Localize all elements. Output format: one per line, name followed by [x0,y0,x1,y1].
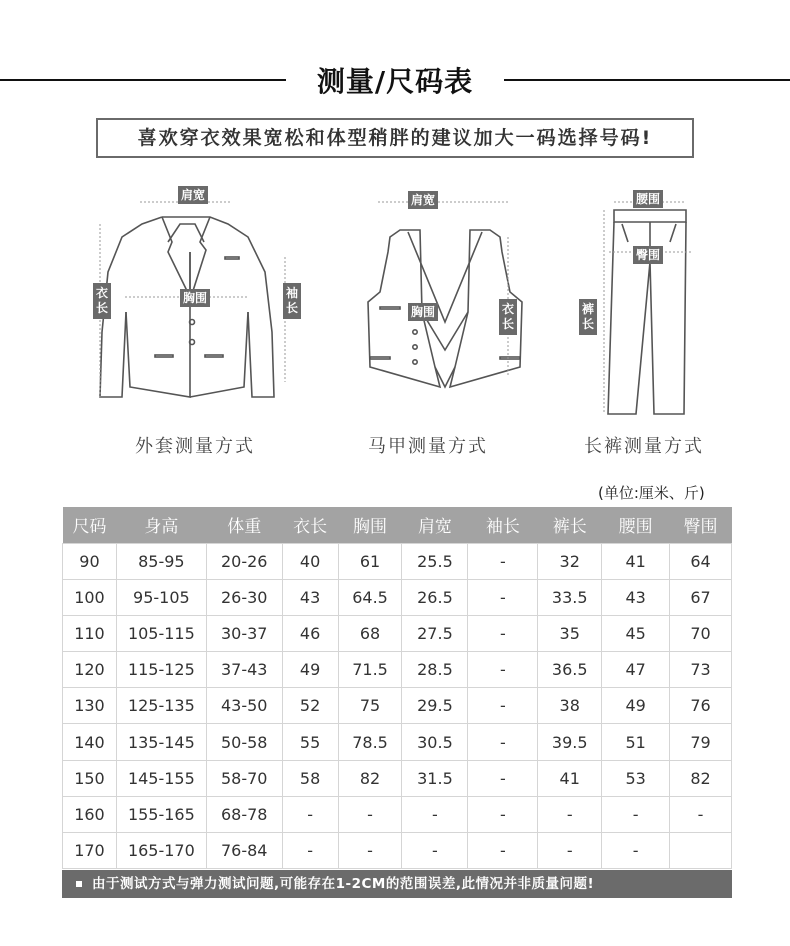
vest-figure [360,182,530,457]
size-advice-notice: 喜欢穿衣效果宽松和体型稍胖的建议加大一码选择号码! [96,118,694,158]
table-cell: - [468,615,538,651]
table-cell: 82 [338,760,402,796]
table-cell: 95-105 [116,579,206,615]
size-table [62,507,732,869]
table-cell: 90 [63,543,117,579]
bullet-square-icon [76,881,82,887]
table-cell: - [468,760,538,796]
table-row [63,688,732,724]
table-cell: 26-30 [206,579,282,615]
page-title: 测量/尺码表 [316,65,474,98]
table-cell: - [538,833,602,869]
table-cell: 165-170 [116,833,206,869]
table-cell: 35 [538,615,602,651]
table-cell: - [338,796,402,832]
table-cell: - [282,833,338,869]
title-row [0,58,790,102]
header-cell: 身高 [116,507,206,543]
table-row [63,724,732,760]
table-cell: 30-37 [206,615,282,651]
tag-hip: 臀围 [633,246,663,264]
table-row [63,760,732,796]
table-cell: - [338,833,402,869]
table-cell: 43-50 [206,688,282,724]
table-header-row [63,507,732,543]
table-cell: 160 [63,796,117,832]
table-cell: 31.5 [402,760,468,796]
jacket-figure [80,182,310,457]
table-cell: 70 [670,615,732,651]
table-cell: - [538,796,602,832]
table-cell: 71.5 [338,652,402,688]
table-cell: 78.5 [338,724,402,760]
table-cell: 73 [670,652,732,688]
tag-length: 裤长 [579,299,597,335]
error-margin-footer [62,870,732,898]
table-cell: 43 [282,579,338,615]
table-cell: 155-165 [116,796,206,832]
table-cell: - [468,688,538,724]
jacket-caption: 外套测量方式 [135,436,255,457]
tag-shoulder: 肩宽 [408,191,438,209]
table-cell: 55 [282,724,338,760]
table-cell: 32 [538,543,602,579]
table-cell: 41 [538,760,602,796]
table-cell: 75 [338,688,402,724]
tag-sleeve: 袖长 [283,283,301,319]
table-body [63,543,732,869]
table-cell: 68 [338,615,402,651]
table-cell [670,833,732,869]
table-cell: 25.5 [402,543,468,579]
header-cell: 胸围 [338,507,402,543]
tag-waist: 腰围 [633,190,663,208]
table-cell: 30.5 [402,724,468,760]
vest-caption: 马甲测量方式 [368,436,488,457]
table-cell: - [602,833,670,869]
table-cell: 82 [670,760,732,796]
table-cell: 52 [282,688,338,724]
table-cell: 61 [338,543,402,579]
table-row [63,833,732,869]
table-cell: 125-135 [116,688,206,724]
table-cell: - [282,796,338,832]
table-cell: 37-43 [206,652,282,688]
table-cell: 29.5 [402,688,468,724]
table-cell: 145-155 [116,760,206,796]
table-cell: 150 [63,760,117,796]
table-cell: 41 [602,543,670,579]
table-cell: 67 [670,579,732,615]
table-cell: 120 [63,652,117,688]
table-cell: - [468,833,538,869]
table-cell: - [468,796,538,832]
table-cell: 53 [602,760,670,796]
table-cell: 58-70 [206,760,282,796]
table-cell: - [468,724,538,760]
table-cell: - [402,833,468,869]
table-cell: 135-145 [116,724,206,760]
table-cell: 58 [282,760,338,796]
table-cell: - [468,579,538,615]
table-cell: 39.5 [538,724,602,760]
header-cell: 袖长 [468,507,538,543]
table-cell: 27.5 [402,615,468,651]
jacket-illustration [80,182,310,432]
table-cell: - [468,652,538,688]
table-cell: 170 [63,833,117,869]
table-cell: 47 [602,652,670,688]
tag-length: 衣长 [499,299,517,335]
title-line-left [0,79,286,81]
pants-caption: 长裤测量方式 [584,436,704,457]
table-cell: 38 [538,688,602,724]
tag-chest: 胸围 [408,303,438,321]
table-cell: 64.5 [338,579,402,615]
table-row [63,543,732,579]
header-cell: 体重 [206,507,282,543]
tag-length: 衣长 [93,283,111,319]
table-cell: 140 [63,724,117,760]
table-cell: 68-78 [206,796,282,832]
table-row [63,796,732,832]
header-cell: 腰围 [602,507,670,543]
header-cell: 衣长 [282,507,338,543]
tag-shoulder: 肩宽 [178,186,208,204]
table-row [63,615,732,651]
unit-note: (单位:厘米、斤) [598,484,705,502]
table-cell: 43 [602,579,670,615]
table-row [63,579,732,615]
table-cell: 40 [282,543,338,579]
table-cell: 105-115 [116,615,206,651]
table-cell: - [602,796,670,832]
tag-chest: 胸围 [180,289,210,307]
table-cell: 76 [670,688,732,724]
table-cell: - [670,796,732,832]
table-cell: 79 [670,724,732,760]
table-cell: 49 [602,688,670,724]
title-line-right [504,79,790,81]
table-cell: - [468,543,538,579]
table-row [63,652,732,688]
table-cell: 26.5 [402,579,468,615]
header-cell: 尺码 [63,507,117,543]
table-cell: 46 [282,615,338,651]
table-cell: 130 [63,688,117,724]
table-cell: 49 [282,652,338,688]
table-cell: 36.5 [538,652,602,688]
table-cell: 20-26 [206,543,282,579]
table-cell: 28.5 [402,652,468,688]
table-cell: 110 [63,615,117,651]
header-cell: 肩宽 [402,507,468,543]
table-cell: 76-84 [206,833,282,869]
footer-text: 由于测试方式与弹力测试问题,可能存在1-2CM的范围误差,此情况并非质量问题! [92,876,595,892]
table-cell: - [402,796,468,832]
table-cell: 100 [63,579,117,615]
table-cell: 85-95 [116,543,206,579]
table-cell: 115-125 [116,652,206,688]
header-cell: 臀围 [670,507,732,543]
table-cell: 33.5 [538,579,602,615]
pants-figure [574,182,714,457]
table-cell: 64 [670,543,732,579]
header-cell: 裤长 [538,507,602,543]
table-cell: 45 [602,615,670,651]
table-cell: 50-58 [206,724,282,760]
table-cell: 51 [602,724,670,760]
